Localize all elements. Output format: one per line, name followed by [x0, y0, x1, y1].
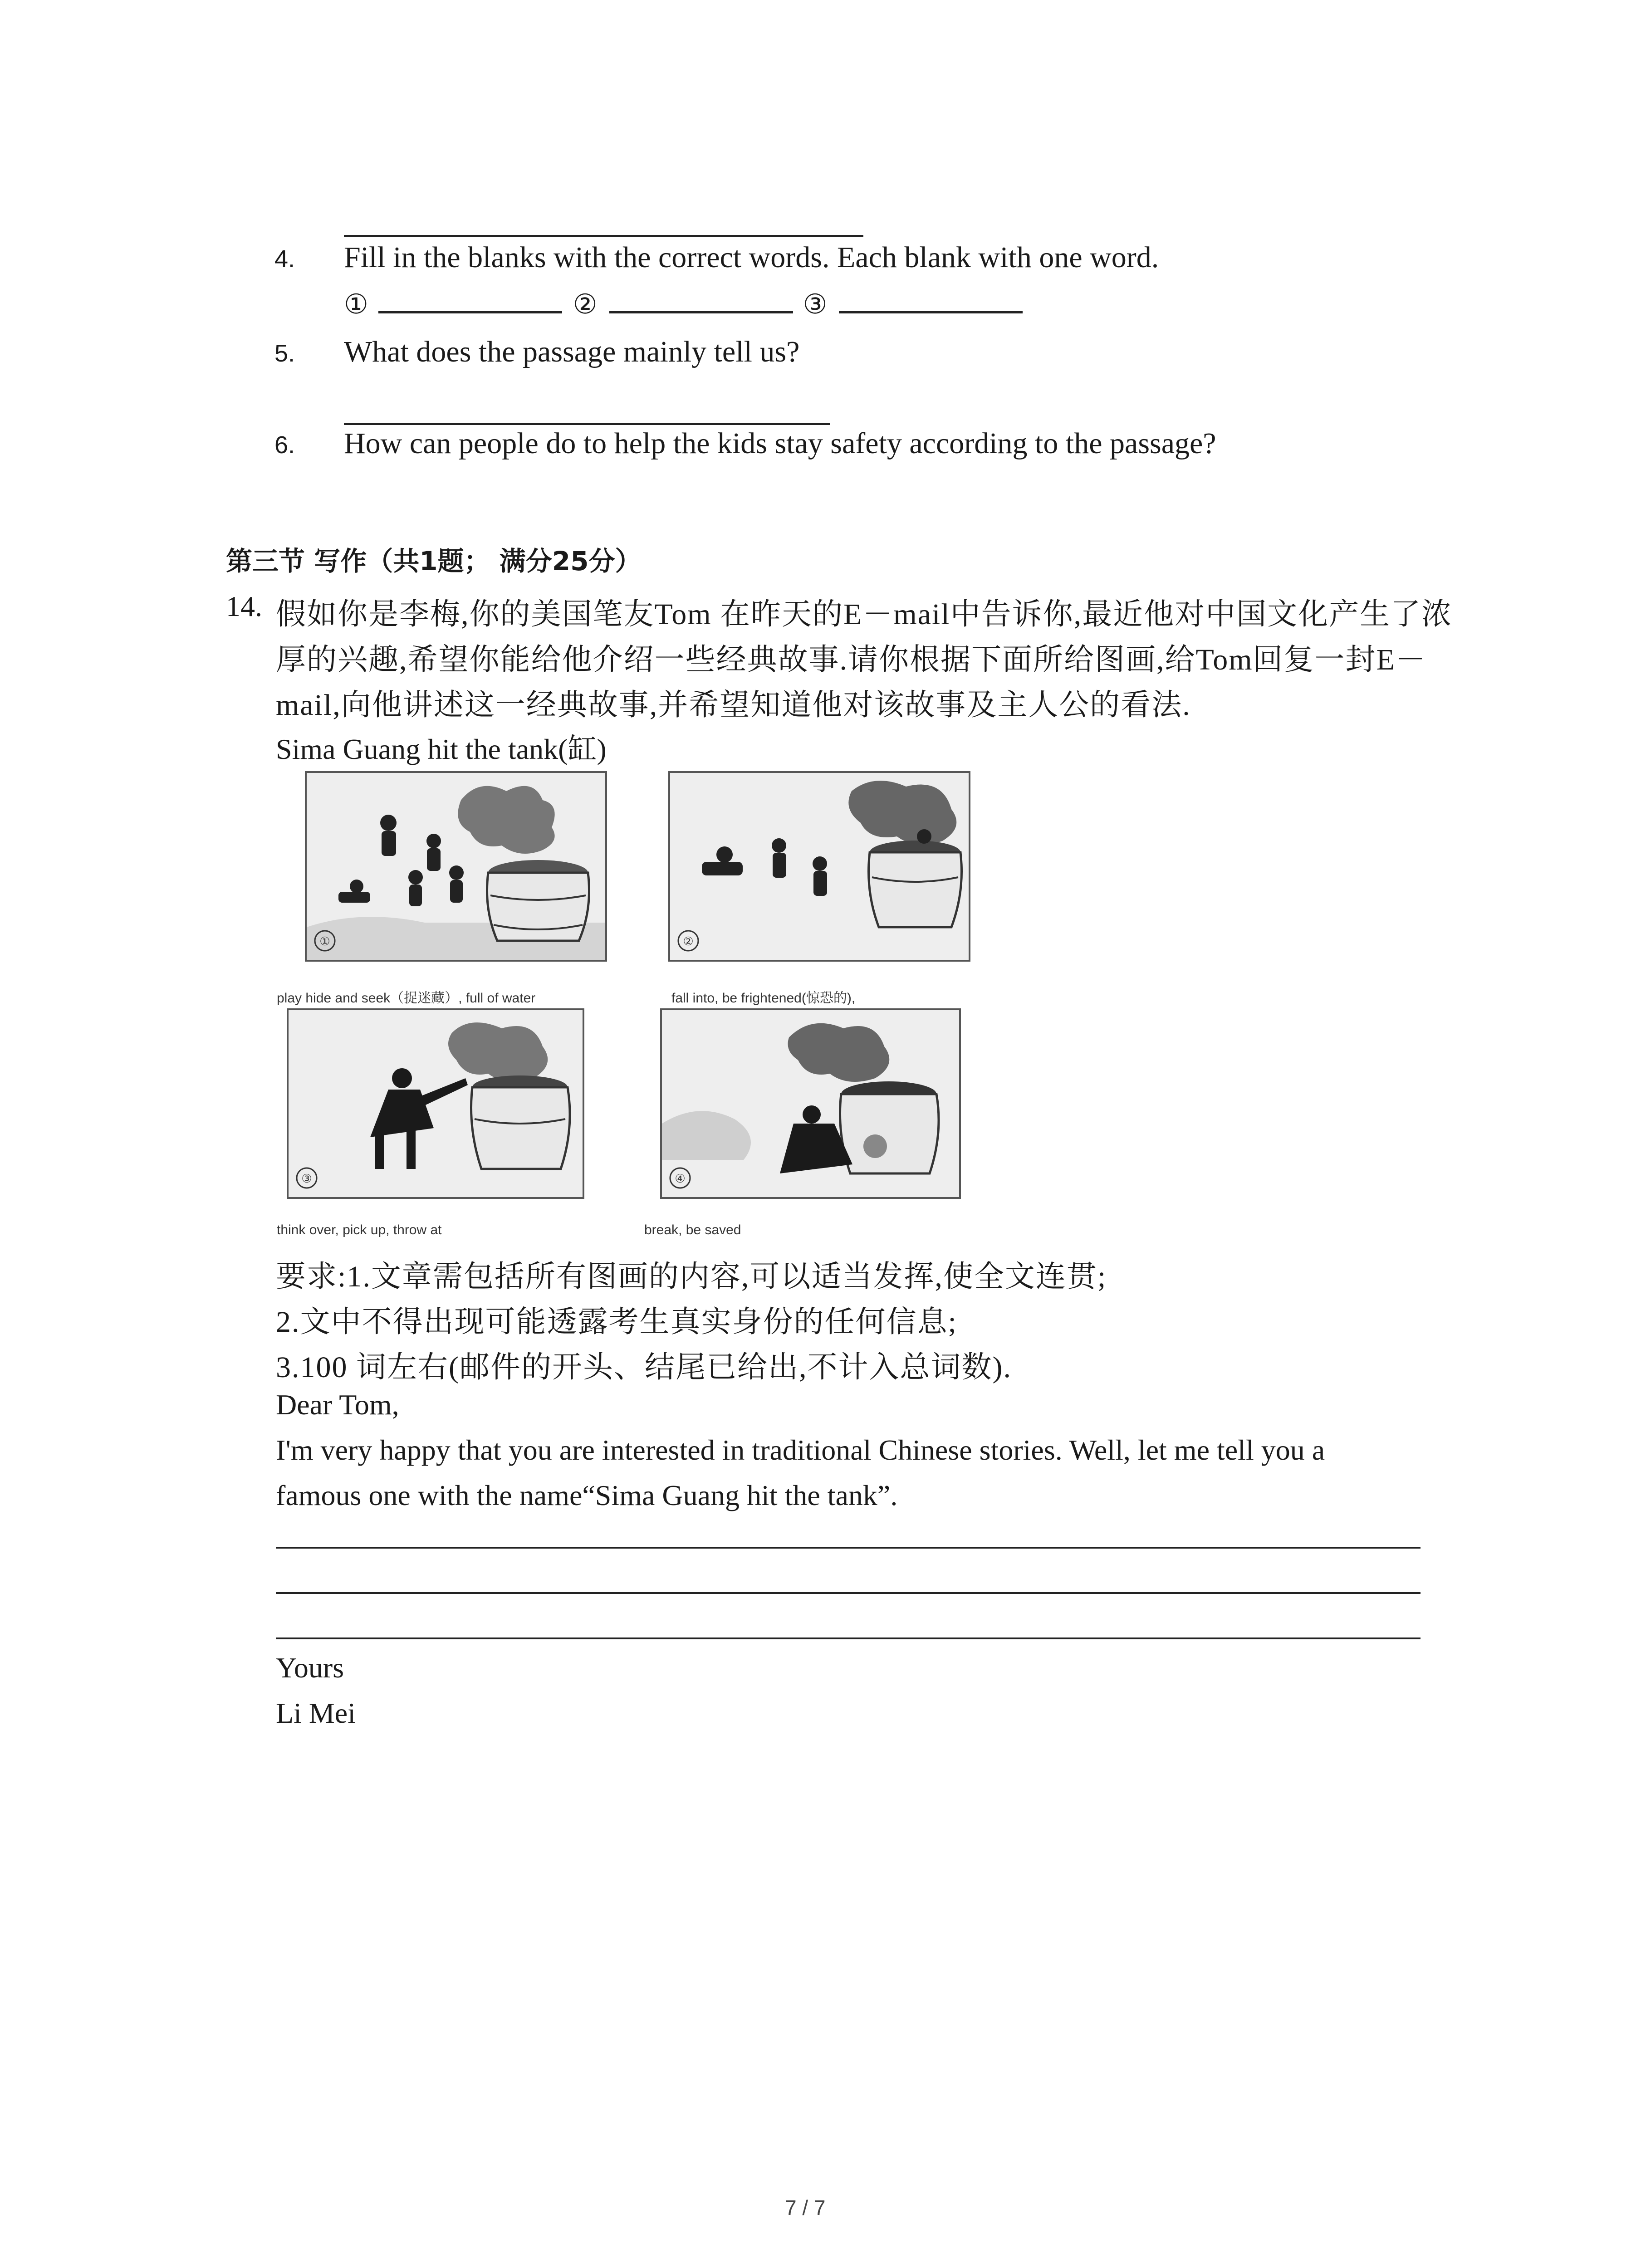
caption-2: fall into, be frightened(惊恐的), [671, 991, 856, 1006]
question-14-number: 14. [226, 590, 262, 622]
question-6-text: How can people do to help the kids stay safety according to the passage? [344, 427, 1216, 460]
question-5-number: 5. [274, 340, 295, 367]
answer-line-q3[interactable] [344, 235, 863, 237]
caption-4: think over, pick up, throw at [277, 1222, 442, 1237]
writing-line-1[interactable] [276, 1547, 1421, 1549]
panel-1-label: ① [319, 935, 330, 948]
letter-closing: Yours [276, 1652, 344, 1684]
question-4-number: 4. [274, 245, 295, 273]
requirement-1: 要求:1.文章需包括所有图画的内容,可以适当发挥,使全文连贯; [276, 1260, 1107, 1293]
story-picture-2 [668, 771, 970, 962]
writing-line-3[interactable] [276, 1637, 1421, 1639]
panel-2-label: ② [683, 935, 694, 948]
prompt-line-2: 厚的兴趣,希望你能给他介绍一些经典故事.请你根据下面所给图画,给Tom回复一封E－ [276, 643, 1426, 676]
blank-mark-2: ② [573, 288, 598, 320]
question-5-text: What does the passage mainly tell us? [344, 335, 800, 368]
panel-4-label: ④ [675, 1172, 686, 1186]
letter-greeting: Dear Tom, [276, 1388, 399, 1421]
letter-signature: Li Mei [276, 1697, 356, 1729]
letter-body-line-2: famous one with the name“Sima Guang hit the tank”. [276, 1479, 898, 1511]
letter-body-line-1: I'm very happy that you are interested in traditional Chinese stories. Well, let me tell you a [276, 1434, 1325, 1466]
blank-3[interactable] [839, 286, 1023, 313]
page-number: 7 / 7 [785, 2196, 826, 2219]
blank-mark-1: ① [344, 288, 368, 320]
panel-3-label: ③ [301, 1172, 312, 1186]
caption-5: break, be saved [644, 1222, 741, 1237]
prompt-line-3: mail,向他讲述这一经典故事,并希望知道他对该故事及主人公的看法. [276, 689, 1191, 722]
answer-line-q5[interactable] [344, 423, 830, 425]
blank-mark-3: ③ [803, 288, 828, 320]
caption-1: play hide and seek（捉迷藏）, full of water [277, 991, 536, 1006]
blank-1[interactable] [378, 286, 562, 313]
prompt-line-1: 假如你是李梅,你的美国笔友Tom 在昨天的E－mail中告诉你,最近他对中国文化产生了浓 [276, 598, 1453, 631]
story-picture-1 [305, 771, 607, 962]
fill-blanks-row [344, 286, 1023, 320]
question-6-number: 6. [274, 431, 295, 459]
section-header: 第三节 写作（共1题； 满分25分） [226, 546, 642, 577]
story-title: Sima Guang hit the tank(缸) [276, 733, 607, 765]
blank-2[interactable] [609, 286, 793, 313]
requirement-3: 3.100 词左右(邮件的开头、结尾已给出,不计入总词数). [276, 1351, 1012, 1384]
story-picture-4 [660, 1008, 961, 1199]
question-4-text: Fill in the blanks with the correct words. Each blank with one word. [344, 241, 1159, 274]
writing-line-2[interactable] [276, 1592, 1421, 1594]
story-picture-3 [287, 1008, 584, 1199]
requirement-2: 2.文中不得出现可能透露考生真实身份的任何信息; [276, 1305, 957, 1339]
